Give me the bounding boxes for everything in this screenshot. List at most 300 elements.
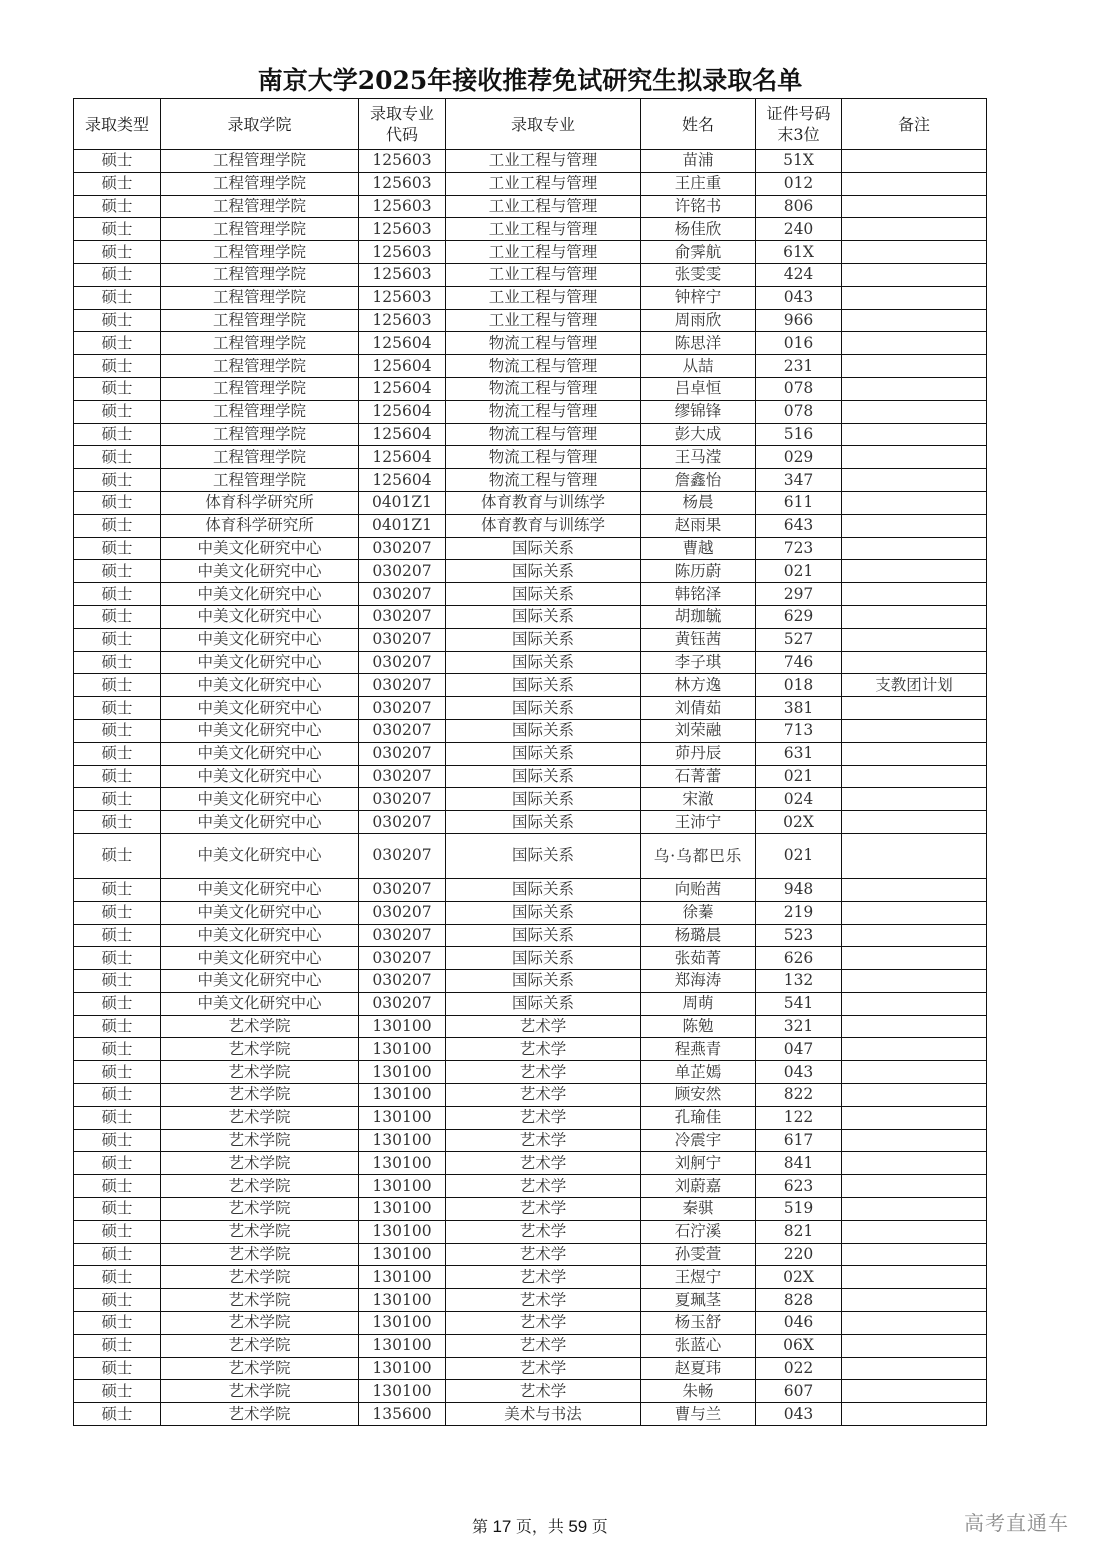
table-row [74,377,987,400]
student-name-cell: 杨晨 [641,491,756,514]
student-name-cell: 缪锦锋 [641,400,756,423]
school-cell: 中美文化研究中心 [161,992,359,1015]
major-code-cell: 125604 [359,355,446,378]
school-cell: 中美文化研究中心 [161,742,359,765]
admission-type-cell: 硕士 [74,332,161,355]
id-tail-cell: 043 [756,1403,842,1426]
table-row [74,970,987,993]
student-name-cell: 朱畅 [641,1380,756,1403]
student-name-cell: 胡珈毓 [641,605,756,628]
table-row [74,1266,987,1289]
student-name-cell: 詹鑫怡 [641,469,756,492]
major-cell: 艺术学 [446,1380,641,1403]
school-cell: 中美文化研究中心 [161,719,359,742]
major-code-cell: 125604 [359,332,446,355]
student-name-cell: 孙雯萱 [641,1243,756,1266]
admission-type-cell: 硕士 [74,560,161,583]
table-row [74,788,987,811]
admission-type-cell: 硕士 [74,674,161,697]
major-code-cell: 030207 [359,605,446,628]
table-row [74,332,987,355]
table-body [74,150,987,1426]
table-row [74,514,987,537]
major-cell: 艺术学 [446,1312,641,1335]
student-name-cell: 刘蔚嘉 [641,1175,756,1198]
header-id-tail-label: 证件号码末3位 [766,104,831,144]
admission-type-cell: 硕士 [74,1289,161,1312]
school-cell: 艺术学院 [161,1243,359,1266]
footer-prefix: 第 [472,1519,489,1536]
admission-type-cell: 硕士 [74,514,161,537]
table-header-row [74,99,987,150]
admission-type-cell: 硕士 [74,1243,161,1266]
admission-type-cell: 硕士 [74,195,161,218]
id-tail-cell: 321 [756,1015,842,1038]
note-cell [842,1334,987,1357]
major-code-cell: 130100 [359,1175,446,1198]
admission-type-cell: 硕士 [74,970,161,993]
table-row [74,309,987,332]
id-tail-cell: 02X [756,1266,842,1289]
table-row [74,1289,987,1312]
student-name-cell: 冷震宇 [641,1129,756,1152]
student-name-cell: 秦骐 [641,1198,756,1221]
school-cell: 艺术学院 [161,1038,359,1061]
id-tail-cell: 629 [756,605,842,628]
school-cell: 中美文化研究中心 [161,583,359,606]
major-cell: 国际关系 [446,605,641,628]
table-row [74,446,987,469]
major-code-cell: 0401Z1 [359,491,446,514]
major-cell: 工业工程与管理 [446,241,641,264]
footer-suffix: 页 [591,1519,608,1536]
table-row [74,1198,987,1221]
id-tail-cell: 022 [756,1357,842,1380]
header-admission-type: 录取类型 [74,99,161,150]
major-code-cell: 125604 [359,446,446,469]
school-cell: 工程管理学院 [161,218,359,241]
id-tail-cell: 713 [756,719,842,742]
student-name-cell: 黄钰茜 [641,628,756,651]
school-cell: 工程管理学院 [161,241,359,264]
school-cell: 中美文化研究中心 [161,537,359,560]
school-cell: 中美文化研究中心 [161,833,359,878]
id-tail-cell: 078 [756,377,842,400]
id-tail-cell: 611 [756,491,842,514]
admission-type-cell: 硕士 [74,218,161,241]
id-tail-cell: 631 [756,742,842,765]
note-cell [842,1129,987,1152]
table-row [74,1061,987,1084]
id-tail-cell: 231 [756,355,842,378]
major-code-cell: 130100 [359,1243,446,1266]
school-cell: 中美文化研究中心 [161,651,359,674]
id-tail-cell: 024 [756,788,842,811]
document-title: 南京大学2025年接收推荐免试研究生拟录取名单 [257,66,803,95]
school-cell: 艺术学院 [161,1175,359,1198]
major-code-cell: 125604 [359,400,446,423]
admission-type-cell: 硕士 [74,1152,161,1175]
school-cell: 艺术学院 [161,1220,359,1243]
major-code-cell: 125604 [359,377,446,400]
note-cell [842,446,987,469]
admission-type-cell: 硕士 [74,1015,161,1038]
table-row [74,651,987,674]
school-cell: 中美文化研究中心 [161,901,359,924]
admission-type-cell: 硕士 [74,697,161,720]
major-cell: 艺术学 [446,1266,641,1289]
major-cell: 国际关系 [446,651,641,674]
admission-type-cell: 硕士 [74,742,161,765]
admission-type-cell: 硕士 [74,583,161,606]
note-cell [842,537,987,560]
major-code-cell: 030207 [359,697,446,720]
student-name-cell: 石菁蕾 [641,765,756,788]
school-cell: 中美文化研究中心 [161,811,359,834]
footer-middle: 页，共 [515,1519,564,1536]
admission-type-cell: 硕士 [74,1357,161,1380]
student-name-cell: 吕卓恒 [641,377,756,400]
major-code-cell: 130100 [359,1106,446,1129]
id-tail-cell: 746 [756,651,842,674]
major-code-cell: 030207 [359,651,446,674]
id-tail-cell: 021 [756,560,842,583]
note-cell [842,560,987,583]
admission-type-cell: 硕士 [74,172,161,195]
student-name-cell: 彭大成 [641,423,756,446]
major-code-cell: 130100 [359,1380,446,1403]
table-row [74,742,987,765]
major-code-cell: 125604 [359,423,446,446]
id-tail-cell: 541 [756,992,842,1015]
major-code-cell: 125603 [359,309,446,332]
student-name-cell: 钟梓宁 [641,286,756,309]
school-cell: 工程管理学院 [161,195,359,218]
school-cell: 工程管理学院 [161,150,359,173]
note-cell [842,514,987,537]
student-name-cell: 张雯雯 [641,263,756,286]
student-name-cell: 夏珮茎 [641,1289,756,1312]
major-code-cell: 030207 [359,992,446,1015]
admission-type-cell: 硕士 [74,924,161,947]
school-cell: 工程管理学院 [161,446,359,469]
note-cell [842,1266,987,1289]
id-tail-cell: 523 [756,924,842,947]
note-cell [842,241,987,264]
school-cell: 工程管理学院 [161,309,359,332]
major-cell: 国际关系 [446,901,641,924]
student-name-cell: 曹越 [641,537,756,560]
id-tail-cell: 623 [756,1175,842,1198]
admission-type-cell: 硕士 [74,491,161,514]
major-cell: 艺术学 [446,1038,641,1061]
note-cell [842,377,987,400]
id-tail-cell: 220 [756,1243,842,1266]
id-tail-cell: 012 [756,172,842,195]
note-cell [842,742,987,765]
admission-type-cell: 硕士 [74,355,161,378]
student-name-cell: 杨佳欣 [641,218,756,241]
table-row [74,1357,987,1380]
major-cell: 国际关系 [446,697,641,720]
id-tail-cell: 016 [756,332,842,355]
table-row [74,195,987,218]
student-name-cell: 向贻茜 [641,878,756,901]
admission-type-cell: 硕士 [74,1403,161,1426]
admission-type-cell: 硕士 [74,1129,161,1152]
total-pages-number: 59 [568,1517,588,1536]
major-cell: 物流工程与管理 [446,446,641,469]
id-tail-cell: 06X [756,1334,842,1357]
id-tail-cell: 047 [756,1038,842,1061]
table-row [74,1015,987,1038]
major-cell: 艺术学 [446,1357,641,1380]
table-row [74,1175,987,1198]
admission-type-cell: 硕士 [74,947,161,970]
school-cell: 艺术学院 [161,1334,359,1357]
header-major: 录取专业 [446,99,641,150]
school-cell: 艺术学院 [161,1312,359,1335]
major-cell: 国际关系 [446,719,641,742]
school-cell: 工程管理学院 [161,469,359,492]
student-name-cell: 杨璐晨 [641,924,756,947]
major-cell: 艺术学 [446,1084,641,1107]
admission-type-cell: 硕士 [74,833,161,878]
page-footer [472,1514,608,1537]
major-code-cell: 125603 [359,286,446,309]
note-cell [842,150,987,173]
school-cell: 工程管理学院 [161,263,359,286]
note-cell [842,697,987,720]
student-name-cell: 程燕青 [641,1038,756,1061]
id-tail-cell: 043 [756,286,842,309]
id-tail-cell: 723 [756,537,842,560]
note-cell [842,355,987,378]
major-cell: 艺术学 [446,1106,641,1129]
major-code-cell: 125603 [359,195,446,218]
major-cell: 艺术学 [446,1152,641,1175]
major-cell: 国际关系 [446,947,641,970]
table-row [74,1038,987,1061]
admission-type-cell: 硕士 [74,1061,161,1084]
id-tail-cell: 822 [756,1084,842,1107]
admission-type-cell: 硕士 [74,901,161,924]
id-tail-cell: 519 [756,1198,842,1221]
major-code-cell: 030207 [359,628,446,651]
id-tail-cell: 966 [756,309,842,332]
major-code-cell: 125604 [359,469,446,492]
major-cell: 艺术学 [446,1289,641,1312]
table-row [74,241,987,264]
major-code-cell: 125603 [359,172,446,195]
note-cell [842,811,987,834]
note-cell [842,719,987,742]
id-tail-cell: 516 [756,423,842,446]
major-code-cell: 030207 [359,811,446,834]
school-cell: 中美文化研究中心 [161,697,359,720]
major-cell: 物流工程与管理 [446,355,641,378]
id-tail-cell: 018 [756,674,842,697]
major-code-cell: 030207 [359,674,446,697]
major-code-cell: 125603 [359,218,446,241]
table-row [74,1334,987,1357]
admission-type-cell: 硕士 [74,1220,161,1243]
major-cell: 物流工程与管理 [446,423,641,446]
table-row [74,1106,987,1129]
table-row [74,400,987,423]
student-name-cell: 张茹菁 [641,947,756,970]
note-cell [842,924,987,947]
table-row [74,811,987,834]
major-cell: 国际关系 [446,970,641,993]
note-cell [842,263,987,286]
note-cell [842,970,987,993]
major-code-cell: 125603 [359,150,446,173]
admission-type-cell: 硕士 [74,1175,161,1198]
table-row [74,833,987,878]
admission-type-cell: 硕士 [74,605,161,628]
table-row [74,1380,987,1403]
student-name-cell: 周雨欣 [641,309,756,332]
table-row [74,1312,987,1335]
table-row [74,469,987,492]
major-cell: 物流工程与管理 [446,377,641,400]
id-tail-cell: 61X [756,241,842,264]
major-cell: 艺术学 [446,1198,641,1221]
school-cell: 中美文化研究中心 [161,560,359,583]
table-row [74,674,987,697]
note-cell [842,1106,987,1129]
id-tail-cell: 527 [756,628,842,651]
id-tail-cell: 02X [756,811,842,834]
id-tail-cell: 122 [756,1106,842,1129]
note-cell [842,651,987,674]
admission-type-cell: 硕士 [74,651,161,674]
student-name-cell: 俞霁航 [641,241,756,264]
table-row [74,924,987,947]
note-cell [842,423,987,446]
major-code-cell: 030207 [359,742,446,765]
admission-type-cell: 硕士 [74,878,161,901]
major-code-cell: 030207 [359,537,446,560]
major-cell: 国际关系 [446,765,641,788]
major-cell: 国际关系 [446,788,641,811]
note-cell [842,947,987,970]
major-code-cell: 130100 [359,1061,446,1084]
school-cell: 艺术学院 [161,1106,359,1129]
school-cell: 工程管理学院 [161,332,359,355]
admission-type-cell: 硕士 [74,400,161,423]
id-tail-cell: 219 [756,901,842,924]
school-cell: 艺术学院 [161,1380,359,1403]
note-cell [842,1152,987,1175]
note-cell [842,605,987,628]
admission-type-cell: 硕士 [74,263,161,286]
major-cell: 物流工程与管理 [446,400,641,423]
admission-type-cell: 硕士 [74,811,161,834]
note-cell [842,172,987,195]
major-code-cell: 130100 [359,1334,446,1357]
major-code-cell: 030207 [359,719,446,742]
header-note: 备注 [842,99,987,150]
admission-type-cell: 硕士 [74,377,161,400]
major-cell: 工业工程与管理 [446,195,641,218]
table-row [74,491,987,514]
major-cell: 国际关系 [446,811,641,834]
major-cell: 国际关系 [446,833,641,878]
school-cell: 工程管理学院 [161,172,359,195]
table-row [74,901,987,924]
major-code-cell: 0401Z1 [359,514,446,537]
note-cell [842,1403,987,1426]
table-row [74,628,987,651]
student-name-cell: 陈思洋 [641,332,756,355]
id-tail-cell: 828 [756,1289,842,1312]
table-row [74,992,987,1015]
school-cell: 体育科学研究所 [161,514,359,537]
admission-type-cell: 硕士 [74,765,161,788]
major-cell: 艺术学 [446,1220,641,1243]
admission-type-cell: 硕士 [74,423,161,446]
note-cell [842,1220,987,1243]
id-tail-cell: 626 [756,947,842,970]
admission-type-cell: 硕士 [74,788,161,811]
note-cell [842,833,987,878]
major-code-cell: 030207 [359,901,446,924]
student-name-cell: 韩铭泽 [641,583,756,606]
student-name-cell: 杨玉舒 [641,1312,756,1335]
major-cell: 工业工程与管理 [446,286,641,309]
major-cell: 体育教育与训练学 [446,491,641,514]
school-cell: 体育科学研究所 [161,491,359,514]
admission-type-cell: 硕士 [74,241,161,264]
school-cell: 艺术学院 [161,1015,359,1038]
id-tail-cell: 021 [756,833,842,878]
school-cell: 中美文化研究中心 [161,947,359,970]
table-row [74,765,987,788]
school-cell: 艺术学院 [161,1403,359,1426]
major-code-cell: 130100 [359,1152,446,1175]
admission-type-cell: 硕士 [74,992,161,1015]
id-tail-cell: 51X [756,150,842,173]
header-school: 录取学院 [161,99,359,150]
note-cell [842,1175,987,1198]
student-name-cell: 许铭书 [641,195,756,218]
student-name-cell: 张蓝心 [641,1334,756,1357]
id-tail-cell: 643 [756,514,842,537]
student-name-cell: 王煜宁 [641,1266,756,1289]
student-name-cell: 王庄重 [641,172,756,195]
major-code-cell: 030207 [359,560,446,583]
student-name-cell: 从喆 [641,355,756,378]
note-cell [842,1084,987,1107]
id-tail-cell: 078 [756,400,842,423]
note-cell [842,901,987,924]
table-row [74,1403,987,1426]
note-cell [842,765,987,788]
major-code-cell: 030207 [359,970,446,993]
student-name-cell: 孔瑜佳 [641,1106,756,1129]
id-tail-cell: 607 [756,1380,842,1403]
note-cell [842,332,987,355]
table-row [74,423,987,446]
major-code-cell: 130100 [359,1038,446,1061]
major-code-cell: 030207 [359,947,446,970]
header-major-code [359,99,446,150]
student-name-cell: 曹与兰 [641,1403,756,1426]
school-cell: 工程管理学院 [161,400,359,423]
table-row [74,537,987,560]
